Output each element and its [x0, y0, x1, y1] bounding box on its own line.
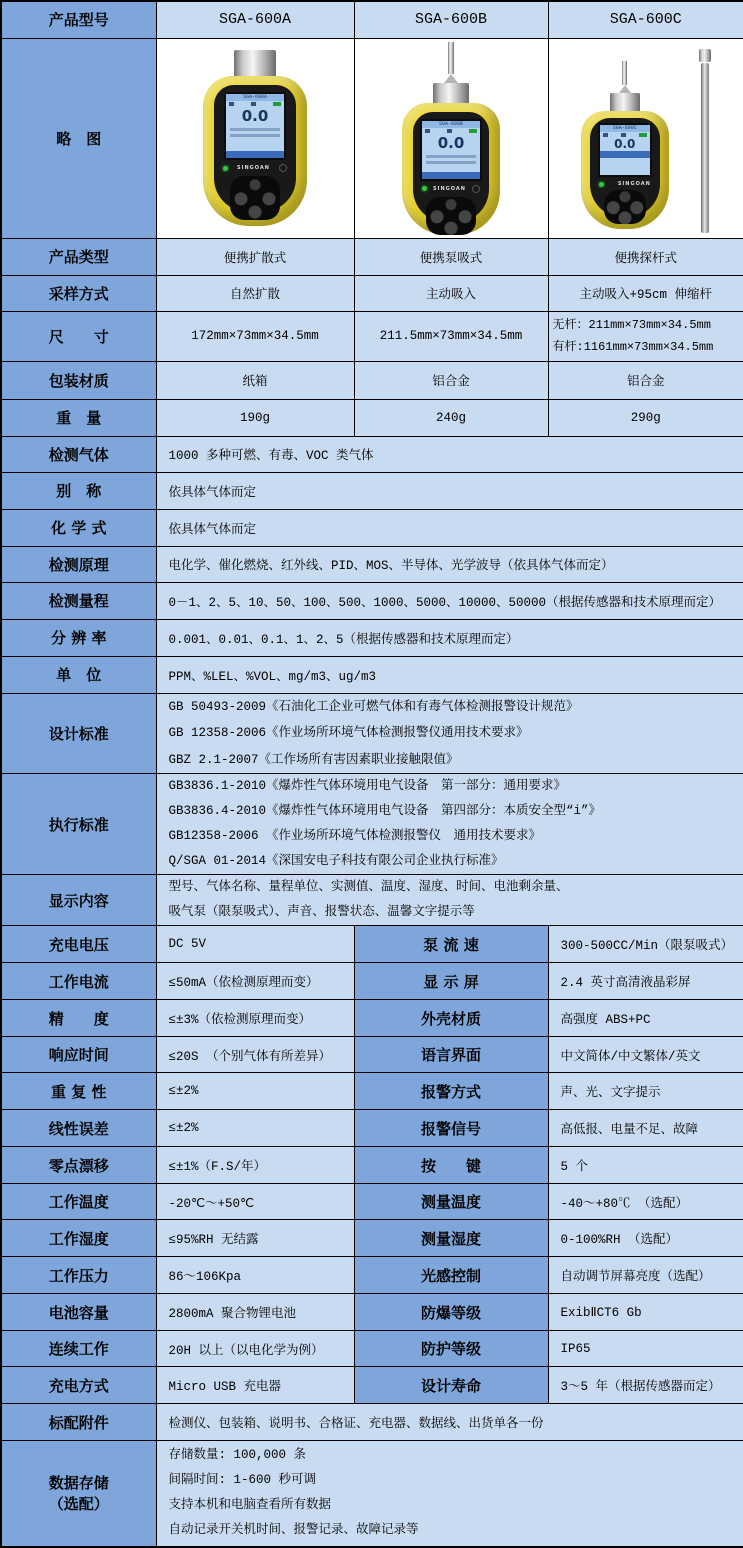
spec-label: 设计标准	[1, 693, 156, 774]
spec-value: ≤±2%	[156, 1073, 354, 1110]
sketch-cell-sga-600a	[156, 38, 354, 238]
power-icon	[472, 185, 480, 193]
keypad	[426, 197, 476, 235]
row-detected-gas	[1, 436, 743, 472]
telescopic-rod-shaft	[701, 63, 709, 233]
spec-label: 采样方式	[1, 275, 156, 311]
row-product-model	[1, 1, 743, 38]
spec-value: DC 5V	[156, 926, 354, 963]
spec-label: 语言界面	[354, 1037, 548, 1073]
device-body	[402, 103, 500, 235]
probe-rod	[448, 42, 454, 74]
spec-label: 检测原理	[1, 546, 156, 582]
spec-label: 尺 寸	[1, 311, 156, 361]
led-indicator	[223, 166, 228, 171]
probe-rod	[622, 61, 627, 85]
device-face	[590, 118, 660, 218]
device-screen	[420, 119, 482, 181]
storage-label-line: 数据存储	[48, 1474, 109, 1493]
spec-value: 211.5mm×73mm×34.5mm	[354, 311, 548, 361]
spec-label: 报警信号	[354, 1110, 548, 1147]
storage-line: 自动记录开关机时间、报警记录、故障记录等	[168, 1523, 419, 1538]
spec-value: 0-100%RH （选配）	[548, 1220, 743, 1257]
sensor-cap	[610, 93, 640, 113]
spec-value: ≤95%RH 无结露	[156, 1220, 354, 1257]
device-body	[203, 76, 307, 226]
standard-line: GBZ 2.1-2007《工作场所有害因素职业接触限值》	[168, 752, 459, 767]
spec-label: 防护等级	[354, 1331, 548, 1367]
spec-value: 中文简体/中文繁体/英文	[548, 1037, 743, 1073]
spec-label: 测量温度	[354, 1184, 548, 1220]
spec-value: 20H 以上（以电化学为例）	[156, 1331, 354, 1367]
spec-label: 按 键	[354, 1147, 548, 1184]
spec-label: 产品类型	[1, 238, 156, 275]
row-detection-range	[1, 582, 743, 619]
spec-label: 充电电压	[1, 926, 156, 963]
spec-value: 铝合金	[548, 361, 743, 399]
spec-label: 别 称	[1, 472, 156, 509]
row-packing-material	[1, 361, 743, 399]
spec-value: 300-500CC/Min（限泵吸式）	[548, 926, 743, 963]
display-line: 型号、气体名称、量程单位、实测值、温度、湿度、时间、电池剩余量、	[168, 880, 569, 894]
keypad	[230, 176, 280, 220]
row-weight	[1, 399, 743, 436]
row-continuous-work-protection	[1, 1331, 743, 1367]
spec-value: 依具体气体而定	[156, 472, 743, 509]
screen-model-label: SGA-600A	[226, 94, 284, 101]
spec-value: 0－1、2、5、10、50、100、500、1000、5000、10000、50000（根据传感器和技术原理而定）	[156, 582, 743, 619]
model-name-sga-600c: SGA-600C	[548, 1, 743, 38]
standard-line: GB 12358-2006《作业场所环境气体检测报警仪通用技术要求》	[168, 726, 529, 740]
spec-label: 光感控制	[354, 1257, 548, 1294]
standard-line: Q/SGA 01-2014《深国安电子科技有限公司企业执行标准》	[168, 854, 504, 868]
battery-icon	[469, 129, 477, 133]
row-zero-drift-buttons	[1, 1147, 743, 1184]
power-icon	[279, 164, 287, 172]
indicator-row	[590, 177, 660, 187]
row-sampling-method	[1, 275, 743, 311]
spec-label: 报警方式	[354, 1073, 548, 1110]
standard-line: GB 50493-2009《石油化工企业可燃气体和有毒气体检测报警设计规范》	[168, 699, 579, 714]
battery-icon	[639, 133, 647, 137]
spec-label: 重 复 性	[1, 1073, 156, 1110]
spec-label: 精 度	[1, 1000, 156, 1037]
spec-value: 自动调节屏幕亮度（选配）	[548, 1257, 743, 1294]
spec-value: -40～+80℃ （选配）	[548, 1184, 743, 1220]
spec-value: 0.001、0.01、0.1、1、2、5（根据传感器和技术原理而定）	[156, 619, 743, 656]
screen-readings	[226, 126, 284, 151]
spec-label: 标配附件	[1, 1404, 156, 1441]
spec-value	[156, 1441, 743, 1547]
spec-value: IP65	[548, 1331, 743, 1367]
device-face	[413, 112, 489, 223]
spec-value: 3～5 年（根据传感器而定）	[548, 1367, 743, 1404]
probe-cone	[619, 85, 631, 93]
spec-value: ≤50mA（依检测原理而变）	[156, 963, 354, 1000]
spec-value: 便携泵吸式	[354, 238, 548, 275]
spec-value: 高低报、电量不足、故障	[548, 1110, 743, 1147]
device-screen	[598, 123, 652, 177]
spec-value: 便携扩散式	[156, 238, 354, 275]
dimension-with-rod: 有杆:1161mm×73mm×34.5mm	[552, 340, 714, 354]
speaker-icon	[229, 102, 234, 106]
row-working-pressure-light-control	[1, 1257, 743, 1294]
screen-footer-bar	[226, 151, 284, 158]
telescopic-rod	[699, 49, 711, 233]
screen-reading: 0.0	[437, 133, 465, 152]
row-response-time-language	[1, 1037, 743, 1073]
spec-value	[156, 875, 743, 926]
spec-value: 纸箱	[156, 361, 354, 399]
spec-label: 防爆等级	[354, 1294, 548, 1331]
row-alias	[1, 472, 743, 509]
speaker-icon	[425, 129, 430, 133]
storage-label-line: （选配）	[48, 1495, 109, 1514]
spec-value: ExibⅡCT6 Gb	[548, 1294, 743, 1331]
spec-value	[548, 311, 743, 361]
spec-value: 电化学、催化燃烧、红外线、PID、MOS、半导体、光学波导（依具体气体而定）	[156, 546, 743, 582]
screen-readings	[422, 153, 480, 172]
brand-label: SINGOAN	[617, 181, 651, 187]
row-dimensions	[1, 311, 743, 361]
row-linearity-alarm-signal	[1, 1110, 743, 1147]
spec-value: 5 个	[548, 1147, 743, 1184]
spec-label: 外壳材质	[354, 1000, 548, 1037]
spec-value: 自然扩散	[156, 275, 354, 311]
probe-cone	[444, 74, 458, 83]
spec-value: 1000 多种可燃、有毒、VOC 类气体	[156, 436, 743, 472]
screen-reading: 0.0	[241, 107, 269, 125]
row-execution-standards	[1, 774, 743, 875]
storage-line: 间隔时间: 1-600 秒可调	[168, 1473, 317, 1488]
spec-value: 检测仪、包装箱、说明书、合格证、充电器、数据线、出货单各一份	[156, 1404, 743, 1441]
row-unit	[1, 656, 743, 693]
model-name-sga-600a: SGA-600A	[156, 1, 354, 38]
spec-label: 电池容量	[1, 1294, 156, 1331]
spec-value: -20℃～+50℃	[156, 1184, 354, 1220]
row-display-content	[1, 875, 743, 926]
spec-value: ≤±2%	[156, 1110, 354, 1147]
spec-label: 线性误差	[1, 1110, 156, 1147]
sensor-cap	[433, 83, 469, 105]
screen-model-label: SGA-600B	[422, 121, 480, 128]
row-working-current-display	[1, 963, 743, 1000]
spec-label: 工作温度	[1, 1184, 156, 1220]
spec-value: ≤20S （个别气体有所差异）	[156, 1037, 354, 1073]
led-indicator	[422, 186, 427, 191]
telescopic-rod-tip	[699, 49, 711, 62]
spec-value: 依具体气体而定	[156, 509, 743, 546]
label-sketch: 略 图	[1, 38, 156, 238]
spec-value: 240g	[354, 399, 548, 436]
spec-label: 检测量程	[1, 582, 156, 619]
row-product-type	[1, 238, 743, 275]
spec-label: 分 辨 率	[1, 619, 156, 656]
row-working-humidity-measure-humidity	[1, 1220, 743, 1257]
device-screen	[224, 92, 286, 160]
row-charge-voltage-pump-flow	[1, 926, 743, 963]
standard-line: GB3836.1-2010《爆炸性气体环境用电气设备 第一部分：通用要求》	[168, 779, 567, 793]
device-photo-sga-600a	[203, 50, 307, 226]
storage-line: 支持本机和电脑查看所有数据	[168, 1498, 332, 1513]
storage-line: 存储数量: 100,000 条	[168, 1448, 307, 1463]
spec-value: 主动吸入+95cm 伸缩杆	[548, 275, 743, 311]
spec-value	[156, 693, 743, 774]
row-repeatability-alarm-mode	[1, 1073, 743, 1110]
spec-label: 测量湿度	[354, 1220, 548, 1257]
indicator-row	[214, 160, 296, 172]
standard-line: GB3836.4-2010《爆炸性气体环境用电气设备 第四部分：本质安全型“i”》	[168, 804, 602, 818]
row-design-standards	[1, 693, 743, 774]
spec-value: 2.4 英寸高清液晶彩屏	[548, 963, 743, 1000]
sensor-cap	[234, 50, 276, 78]
spec-label: 工作电流	[1, 963, 156, 1000]
spec-value: 铝合金	[354, 361, 548, 399]
screen-model-label: SGA-600C	[600, 125, 650, 132]
spec-label: 执行标准	[1, 774, 156, 875]
row-resolution	[1, 619, 743, 656]
spec-value: 便携探杆式	[548, 238, 743, 275]
row-data-storage	[1, 1441, 743, 1547]
spec-value: 172mm×73mm×34.5mm	[156, 311, 354, 361]
spec-label: 设计寿命	[354, 1367, 548, 1404]
spec-label: 工作湿度	[1, 1220, 156, 1257]
model-name-sga-600b: SGA-600B	[354, 1, 548, 38]
spec-value: ≤±1%（F.S/年）	[156, 1147, 354, 1184]
dimension-without-rod: 无杆：211mm×73mm×34.5mm	[552, 318, 711, 332]
led-indicator	[599, 182, 604, 187]
device-face	[214, 85, 296, 212]
spec-label	[1, 1441, 156, 1547]
spec-value: 主动吸入	[354, 275, 548, 311]
spec-label: 零点漂移	[1, 1147, 156, 1184]
spec-label: 单 位	[1, 656, 156, 693]
spec-value: 86～106Kpa	[156, 1257, 354, 1294]
spec-value: PPM、%LEL、%VOL、mg/m3、ug/m3	[156, 656, 743, 693]
spec-label: 显 示 屏	[354, 963, 548, 1000]
spec-value	[156, 774, 743, 875]
fan-icon	[447, 129, 452, 133]
spec-label: 充电方式	[1, 1367, 156, 1404]
battery-icon	[273, 102, 281, 106]
row-charging-design-life	[1, 1367, 743, 1404]
spec-label: 检测气体	[1, 436, 156, 472]
row-accuracy-shell-material	[1, 1000, 743, 1037]
row-detection-principle	[1, 546, 743, 582]
spec-label: 显示内容	[1, 875, 156, 926]
spec-value: 190g	[156, 399, 354, 436]
spec-label: 化 学 式	[1, 509, 156, 546]
spec-label: 重 量	[1, 399, 156, 436]
spec-value: Micro USB 充电器	[156, 1367, 354, 1404]
screen-footer-bar	[600, 151, 650, 158]
row-battery-explosion-proof	[1, 1294, 743, 1331]
device-photo-sga-600c	[581, 61, 669, 229]
spec-label: 泵 流 速	[354, 926, 548, 963]
speaker-icon	[603, 133, 608, 137]
screen-footer-bar	[422, 172, 480, 179]
spec-label: 工作压力	[1, 1257, 156, 1294]
spec-label: 包装材质	[1, 361, 156, 399]
keypad	[604, 190, 646, 224]
fan-icon	[251, 102, 256, 106]
spec-value: 290g	[548, 399, 743, 436]
display-line: 吸气泵（限泵吸式）、声音、报警状态、温馨文字提示等	[168, 905, 475, 919]
sketch-cell-sga-600c	[548, 38, 743, 238]
standard-line: GB12358-2006 《作业场所环境气体检测报警仪 通用技术要求》	[168, 829, 542, 843]
device-body	[581, 111, 669, 229]
row-chemical-formula	[1, 509, 743, 546]
row-working-temp-measure-temp	[1, 1184, 743, 1220]
spec-label: 响应时间	[1, 1037, 156, 1073]
row-standard-accessories	[1, 1404, 743, 1441]
screen-reading: 0.0	[614, 137, 636, 151]
spec-value: 2800mA 聚合物锂电池	[156, 1294, 354, 1331]
spec-value: 声、光、文字提示	[548, 1073, 743, 1110]
brand-label: SINGOAN	[433, 185, 466, 192]
spec-value: ≤±3%（依检测原理而变）	[156, 1000, 354, 1037]
spec-label: 连续工作	[1, 1331, 156, 1367]
device-photo-sga-600b	[402, 42, 500, 235]
label-product-model: 产品型号	[1, 1, 156, 38]
row-sketch	[1, 38, 743, 238]
spec-value: 高强度 ABS+PC	[548, 1000, 743, 1037]
indicator-row	[413, 181, 489, 193]
brand-label: SINGOAN	[237, 165, 270, 171]
sketch-cell-sga-600b	[354, 38, 548, 238]
